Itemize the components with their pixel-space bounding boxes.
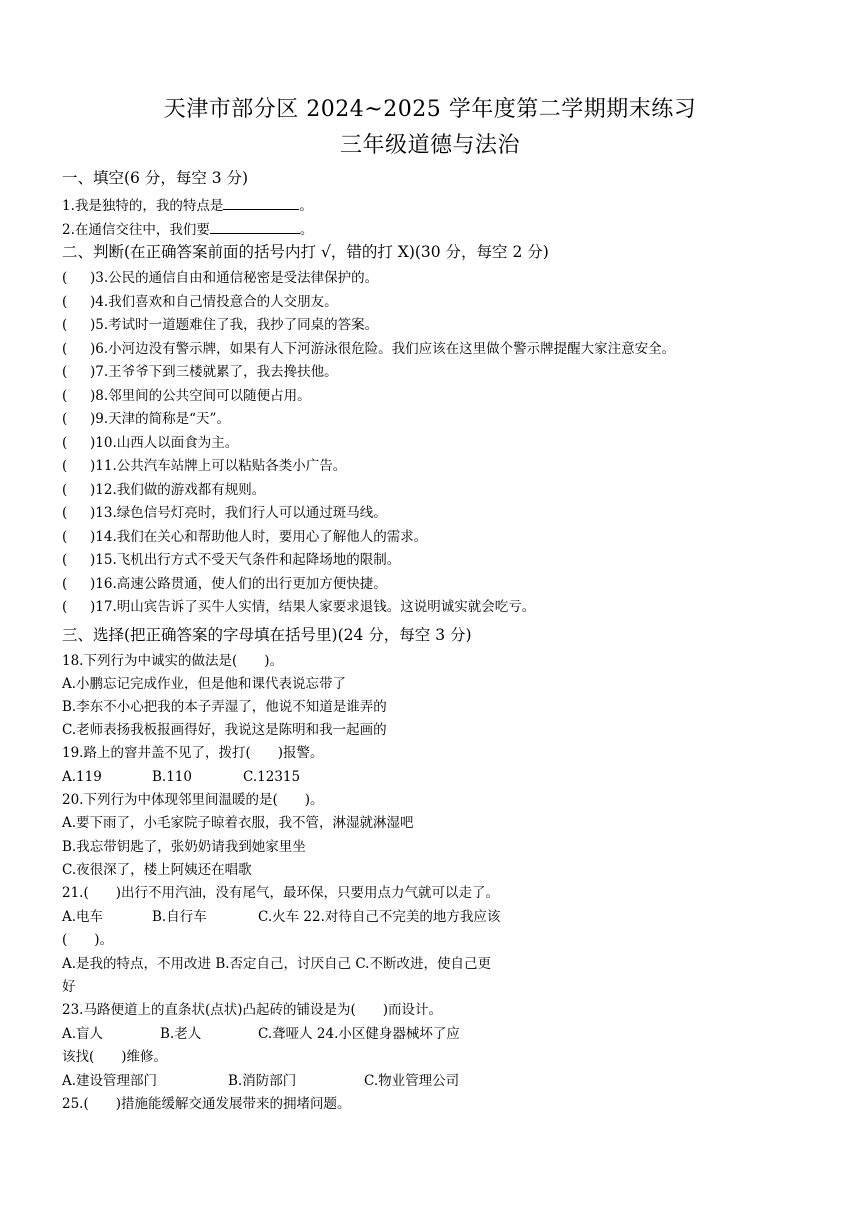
question-21-options bbox=[62, 908, 500, 926]
question-21-option-a: A.电车 bbox=[62, 909, 104, 925]
question-23-options bbox=[62, 1025, 460, 1043]
answer-paren[interactable]: ( bbox=[62, 552, 68, 568]
judgement-text: )13.绿色信号灯亮时，我们行人可以通过斑马线。 bbox=[90, 505, 387, 521]
answer-paren[interactable]: ( bbox=[62, 317, 68, 333]
answer-paren[interactable]: ( bbox=[62, 599, 68, 615]
exam-title: 天津市部分区 2024~2025 学年度第二学期期末练习 bbox=[163, 97, 697, 122]
question-20: 20.下列行为中体现邻里间温暖的是( )。 bbox=[62, 792, 324, 808]
answer-paren[interactable]: ( bbox=[62, 293, 68, 310]
question-2 bbox=[62, 219, 313, 239]
answer-paren[interactable]: ( bbox=[62, 364, 68, 380]
judgement-item bbox=[62, 504, 387, 522]
answer-paren[interactable]: ( bbox=[62, 528, 68, 545]
question-23-option-a: A.盲人 bbox=[62, 1026, 104, 1042]
judgement-text: )14.我们在关心和帮助他人时，要用心了解他人的需求。 bbox=[90, 528, 428, 545]
judgement-item bbox=[62, 598, 535, 616]
question-19-options bbox=[62, 768, 300, 786]
answer-paren[interactable]: ( bbox=[62, 458, 68, 474]
question-18-option-a: A.小鹏忘记完成作业，但是他和课代表说忘带了 bbox=[62, 676, 347, 692]
question-19: 19.路上的窨井盖不见了，拨打( )报警。 bbox=[62, 745, 324, 761]
question-21: 21.( )出行不用汽油，没有尾气，最环保，只要用点力气就可以走了。 bbox=[62, 885, 500, 901]
exam-subtitle: 三年级道德与法治 bbox=[339, 133, 520, 158]
judgement-item bbox=[62, 340, 675, 358]
judgement-text: )4.我们喜欢和自己情投意合的人交朋友。 bbox=[90, 293, 338, 310]
answer-paren[interactable]: ( bbox=[62, 505, 68, 521]
answer-paren[interactable]: ( bbox=[62, 270, 68, 286]
question-21-option-c: C.火车 22.对待自己不完美的地方我应该 bbox=[258, 909, 501, 925]
answer-paren[interactable]: ( bbox=[62, 340, 68, 357]
question-1-text: 1.我是独特的，我的特点是 bbox=[62, 198, 224, 214]
answer-paren[interactable]: ( bbox=[62, 575, 68, 592]
judgement-text: )17.明山宾告诉了买牛人实情，结果人家要求退钱。这说明诚实就会吃亏。 bbox=[90, 599, 536, 615]
judgement-item bbox=[62, 434, 238, 452]
question-18: 18.下列行为中诚实的做法是( )。 bbox=[62, 653, 284, 669]
section1-heading: 一、填空(6 分，每空 3 分) bbox=[62, 169, 249, 187]
answer-paren[interactable]: ( bbox=[62, 411, 68, 427]
question-18-option-c: C.老师表扬我板报画得好，我说这是陈明和我一起画的 bbox=[62, 722, 387, 738]
question-18-option-b: B.李东不小心把我的本子弄湿了，他说不知道是谁弄的 bbox=[62, 699, 387, 715]
judgement-item bbox=[62, 269, 378, 287]
judgement-item bbox=[62, 387, 311, 405]
judgement-item bbox=[62, 575, 387, 593]
answer-paren[interactable]: ( bbox=[62, 387, 68, 404]
question-22-options: A.是我的特点，不用改进 B.否定自己，讨厌自己 C.不断改进，使自己更 bbox=[62, 956, 491, 972]
judgement-item bbox=[62, 410, 230, 428]
judgement-item bbox=[62, 528, 427, 546]
judgement-item bbox=[62, 457, 346, 475]
question-1-end: 。 bbox=[299, 198, 313, 214]
question-22-options-continued: 好 bbox=[62, 979, 76, 995]
question-22-continued: ( )。 bbox=[62, 932, 114, 948]
question-2-text: 2.在通信交往中，我们要 bbox=[62, 222, 210, 238]
judgement-item bbox=[62, 293, 338, 311]
question-24-option-a: A.建设管理部门 bbox=[62, 1073, 158, 1089]
answer-blank-2[interactable] bbox=[210, 219, 300, 234]
judgement-text: )5.考试时一道题难住了我，我抄了同桌的答案。 bbox=[90, 317, 379, 333]
question-24-options bbox=[62, 1072, 459, 1090]
judgement-text: )6.小河边没有警示牌，如果有人下河游泳很危险。我们应该在这里做个警示牌提醒大家注意安全。 bbox=[90, 340, 676, 357]
judgement-item bbox=[62, 316, 378, 334]
question-19-option-c: C.12315 bbox=[243, 769, 301, 785]
judgement-text: )12.我们做的游戏都有规则。 bbox=[90, 481, 266, 498]
judgement-item bbox=[62, 363, 338, 381]
answer-paren[interactable]: ( bbox=[62, 434, 68, 451]
judgement-text: )15.飞机出行方式不受天气条件和起降场地的限制。 bbox=[90, 552, 401, 568]
answer-blank-1[interactable] bbox=[223, 195, 299, 210]
judgement-text: )9.天津的简称是“天”。 bbox=[90, 411, 230, 427]
question-24-continued: 该找( )维修。 bbox=[62, 1049, 168, 1065]
question-20-option-c: C.夜很深了，楼上阿姨还在唱歌 bbox=[62, 862, 252, 878]
judgement-text: )8.邻里间的公共空间可以随便占用。 bbox=[90, 387, 311, 404]
judgement-text: )10.山西人以面食为主。 bbox=[90, 434, 239, 451]
judgement-item bbox=[62, 481, 265, 499]
question-2-end: 。 bbox=[299, 222, 314, 238]
judgement-text: )7.王爷爷下到三楼就累了，我去搀扶他。 bbox=[90, 364, 338, 380]
question-23: 23.马路便道上的直条状(点状)凸起砖的铺设是为( )而设计。 bbox=[62, 1002, 443, 1018]
section3-heading: 三、选择(把正确答案的字母填在括号里)(24 分，每空 3 分) bbox=[62, 626, 472, 644]
question-20-option-b: B.我忘带钥匙了，张奶奶请我到她家里坐 bbox=[62, 839, 306, 855]
question-25: 25.( )措施能缓解交通发展带来的拥堵问题。 bbox=[62, 1096, 351, 1112]
section2-heading: 二、判断(在正确答案前面的括号内打 √，错的打 X)(30 分，每空 2 分) bbox=[62, 243, 549, 261]
question-19-option-a: A.119 bbox=[62, 769, 102, 785]
question-19-option-b: B.110 bbox=[152, 769, 192, 785]
question-24-option-b: B.消防部门 bbox=[228, 1073, 297, 1089]
question-24-option-c: C.物业管理公司 bbox=[364, 1073, 460, 1089]
judgement-text: )16.高速公路贯通，使人们的出行更加方便快捷。 bbox=[90, 575, 387, 592]
question-1 bbox=[62, 195, 313, 215]
question-23-option-b: B.老人 bbox=[160, 1026, 202, 1042]
question-23-option-c: C.聋哑人 24.小区健身器械坏了应 bbox=[258, 1026, 460, 1042]
question-21-option-b: B.自行车 bbox=[152, 909, 207, 925]
question-20-option-a: A.要下雨了，小毛家院子晾着衣服，我不管，淋湿就淋湿吧 bbox=[62, 815, 414, 831]
answer-paren[interactable]: ( bbox=[62, 481, 68, 498]
judgement-text: )3.公民的通信自由和通信秘密是受法律保护的。 bbox=[90, 270, 379, 286]
judgement-text: )11.公共汽车站牌上可以粘贴各类小广告。 bbox=[90, 458, 347, 474]
judgement-item bbox=[62, 551, 400, 569]
